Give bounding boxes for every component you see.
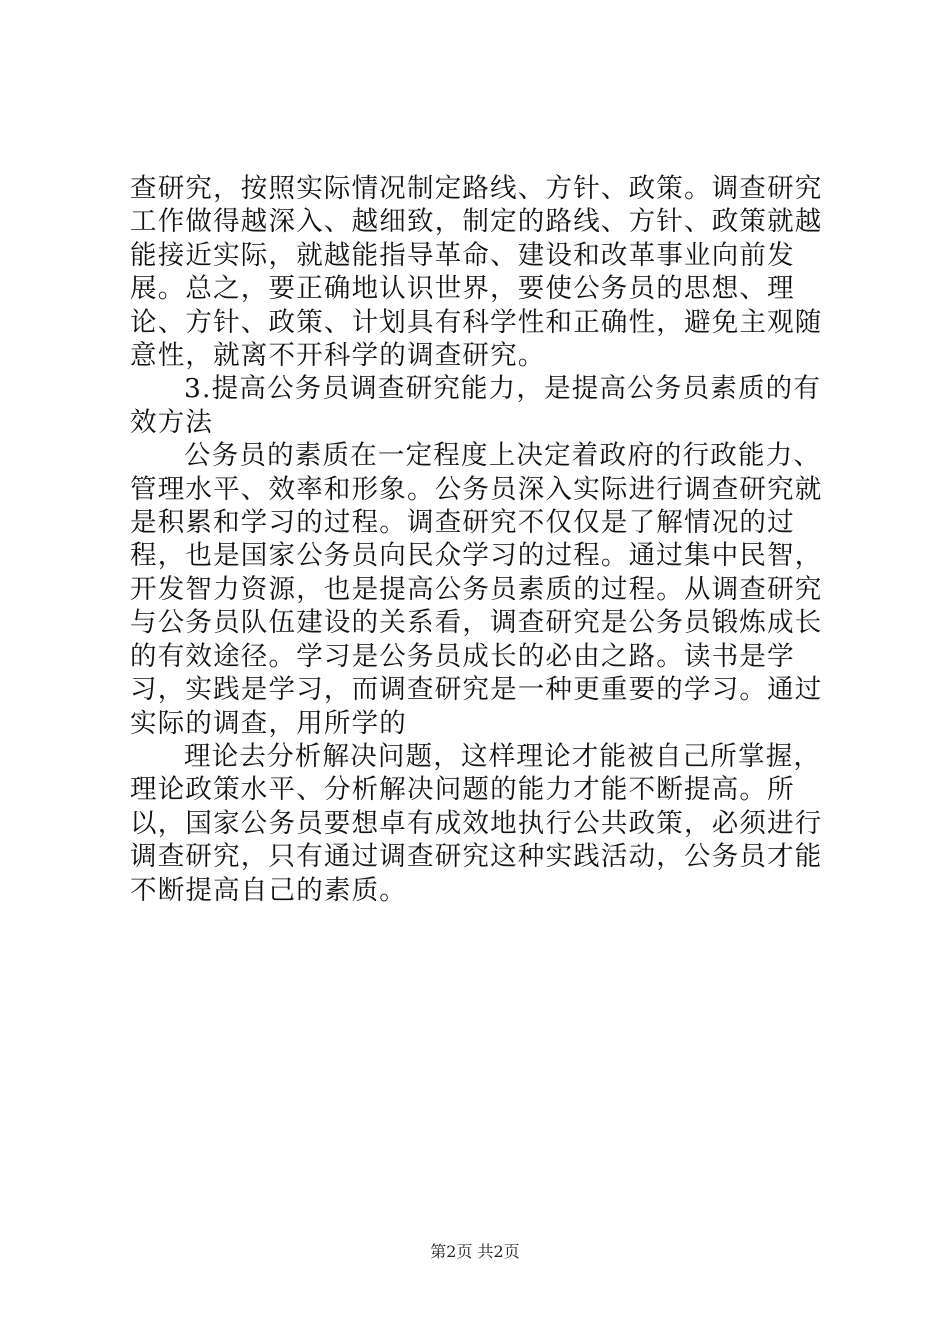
section-heading: 3.提高公务员调查研究能力，是提高公务员素质的有效方法: [130, 373, 822, 438]
paragraph: 理论去分析解决问题，这样理论才能被自己所掌握，理论政策水平、分析解决问题的能力才能不断提高。所以，国家公务员要想卓有成效地执行公共政策，必须进行调查研究，只有通过调查研究这种实践活动，公务员才能不断提高自己的素质。: [130, 740, 823, 906]
document-body: [130, 172, 842, 907]
page-number-footer: 第2页 共2页: [430, 1242, 520, 1261]
paragraph-continuation: 查研究，按照实际情况制定路线、方针、政策。调查研究工作做得越深入、越细致，制定的路线、方针、政策就越能接近实际，就越能指导革命、建设和改革事业向前发展。总之，要正确地认识世界，要使公务员的思想、理论、方针、政策、计划具有科学性和正确性，避免主观随意性，就离不开科学的调查研究。: [130, 173, 823, 372]
paragraph: 公务员的素质在一定程度上决定着政府的行政能力、管理水平、效率和形象。公务员深入实际进行调查研究就是积累和学习的过程。调查研究不仅仅是了解情况的过程，也是国家公务员向民众学习的过程。通过集中民智，开发智力资源，也是提高公务员素质的过程。从调查研究与公务员队伍建设的关系看，调查研究是公务员锻炼成长的有效途径。学习是公务员成长的必由之路。读书是学习，实践是学习，而调查研究是一种更重要的学习。通过实际的调查，用所学的: [130, 440, 823, 739]
